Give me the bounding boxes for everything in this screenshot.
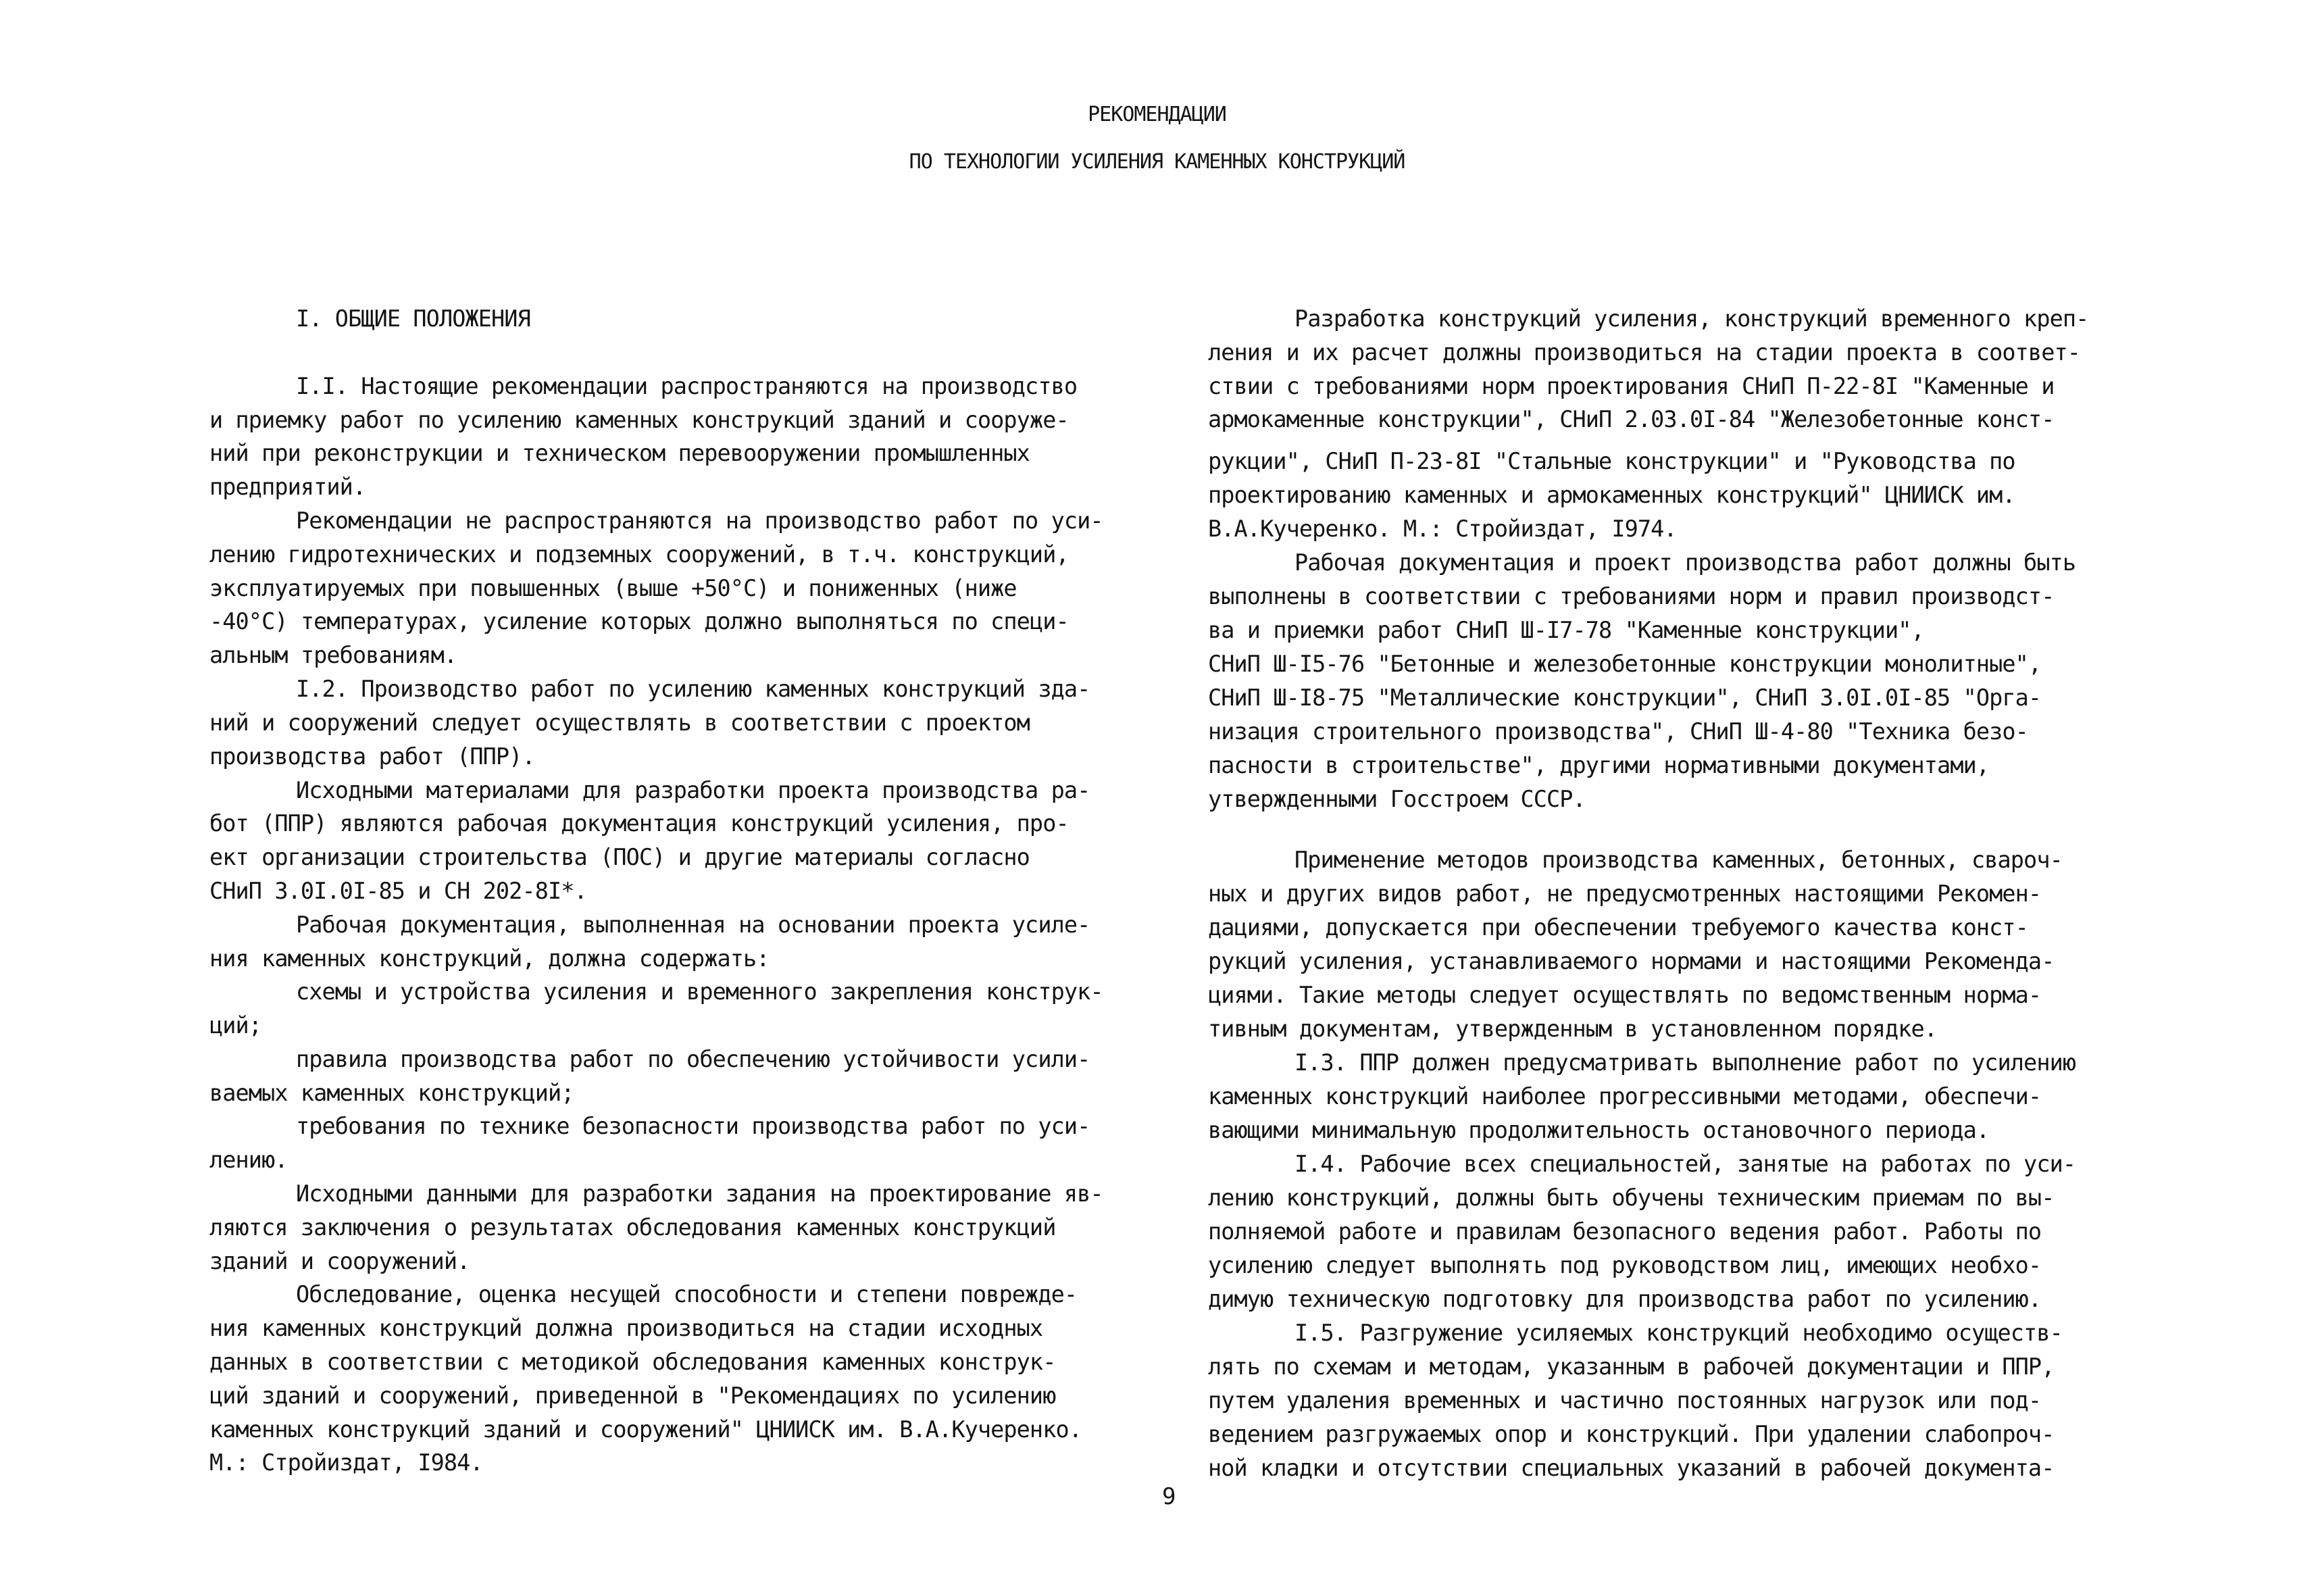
text-line: тивным документам, утвержденным в установленном порядке. bbox=[1208, 1016, 1938, 1042]
text-line: ведением разгружаемых опор и конструкций. При удалении слабопроч- bbox=[1208, 1421, 2055, 1447]
document-title-line-1: РЕКОМЕНДАЦИИ bbox=[1088, 103, 1226, 126]
text-line: эксплуатируемых при повышенных (выше +50°С) и пониженных (ниже bbox=[209, 575, 1017, 601]
text-line: ной кладки и отсутствии специальных указаний в рабочей документа- bbox=[1208, 1455, 2055, 1481]
text-line: усилению следует выполнять под руководством лиц, имеющих необхо- bbox=[1208, 1252, 2042, 1278]
text-line: ний при реконструкции и техническом перевооружении промышленных bbox=[209, 440, 1030, 466]
text-line: правила производства работ по обеспечению устойчивости усили- bbox=[296, 1046, 1090, 1072]
text-line: рукции", СНиП П-23-8I "Стальные конструкции" и "Руководства по bbox=[1208, 448, 2015, 474]
text-line: бот (ППР) являются рабочая документация конструкций усиления, про- bbox=[209, 810, 1069, 837]
text-line: ния каменных конструкций должна производиться на стадии исходных bbox=[209, 1315, 1043, 1341]
text-line: дациями, допускается при обеспечении требуемого качества конст- bbox=[1208, 914, 2028, 941]
page-number: 9 bbox=[1162, 1483, 1176, 1510]
text-line: каменных конструкций зданий и сооружений" ЦНИИСК им. В.А.Кучеренко. bbox=[209, 1416, 1082, 1443]
text-line: утвержденными Госстроем СССР. bbox=[1208, 786, 1586, 812]
text-line: требования по технике безопасности производства работ по уси- bbox=[296, 1113, 1090, 1139]
text-line: Обследование, оценка несущей способности и степени поврежде- bbox=[296, 1281, 1078, 1307]
text-line: ва и приемки работ СНиП Ш-I7-78 "Каменные конструкции", bbox=[1208, 617, 1924, 643]
text-line: ний и сооружений следует осуществлять в соответствии с проектом bbox=[209, 709, 1030, 736]
text-line: предприятий. bbox=[209, 474, 366, 500]
text-line: Рабочая документация, выполненная на основании проекта усиле- bbox=[296, 912, 1090, 938]
text-line: ния каменных конструкций, должна содержать: bbox=[209, 945, 770, 972]
text-line: каменных конструкций наиболее прогрессивными методами, обеспечи- bbox=[1208, 1083, 2042, 1109]
text-line: данных в соответствии с методикой обследования каменных конструк- bbox=[209, 1349, 1056, 1375]
text-line: производства работ (ППР). bbox=[209, 743, 535, 770]
text-line: Рабочая документация и проект производства работ должны быть bbox=[1294, 549, 2076, 576]
text-line: армокаменные конструкции", СНиП 2.03.0I-84 "Железобетонные конст- bbox=[1208, 406, 2055, 432]
text-line: ляются заключения о результатах обследования каменных конструкций bbox=[209, 1214, 1056, 1241]
text-line: вающими минимальную продолжительность остановочного периода. bbox=[1208, 1117, 1990, 1143]
text-line: пасности в строительстве", другими нормативными документами, bbox=[1208, 752, 1990, 778]
text-line: Исходными данными для разработки задания на проектирование яв- bbox=[296, 1180, 1103, 1207]
text-line: схемы и устройства усиления и временного закрепления конструк- bbox=[296, 978, 1103, 1005]
text-line: ных и других видов работ, не предусмотренных настоящими Рекомен- bbox=[1208, 880, 2042, 907]
text-line: -40°С) температурах, усиление которых должно выполняться по специ- bbox=[209, 608, 1069, 634]
text-line: проектированию каменных и армокаменных конструкций" ЦНИИСК им. bbox=[1208, 482, 2015, 508]
text-line: Применение методов производства каменных, бетонных, свароч- bbox=[1294, 847, 2063, 873]
text-line: I. ОБЩИЕ ПОЛОЖЕНИЯ bbox=[296, 305, 530, 332]
text-line: ект организации строительства (ПОС) и другие материалы согласно bbox=[209, 844, 1030, 870]
text-line: зданий и сооружений. bbox=[209, 1248, 470, 1274]
text-line: I.4. Рабочие всех специальностей, занятые на работах по уси- bbox=[1294, 1151, 2076, 1177]
text-line: Исходными материалами для разработки проекта производства ра- bbox=[296, 777, 1090, 803]
text-line: димую техническую подготовку для производства работ по усилению. bbox=[1208, 1286, 2042, 1312]
text-line: путем удаления временных и частично постоянных нагрузок или под- bbox=[1208, 1387, 2042, 1414]
text-line: I.5. Разгружение усиляемых конструкций необходимо осуществ- bbox=[1294, 1320, 2063, 1346]
text-line: и приемку работ по усилению каменных конструкций зданий и сооруже- bbox=[209, 407, 1069, 433]
text-line: I.I. Настоящие рекомендации распространяются на производство bbox=[296, 373, 1078, 399]
text-line: низация строительного производства", СНиП Ш-4-80 "Техника безо- bbox=[1208, 718, 2028, 745]
text-line: ления и их расчет должны производиться на стадии проекта в соответ- bbox=[1208, 339, 2081, 366]
text-line: В.А.Кучеренко. М.: Стройиздат, I974. bbox=[1208, 516, 1677, 542]
text-line: СНиП 3.0I.0I-85 и СН 202-8I*. bbox=[209, 878, 587, 904]
text-line: выполнены в соответствии с требованиями норм и правил производст- bbox=[1208, 583, 2055, 609]
text-line: ствии с требованиями норм проектирования СНиП П-22-8I "Каменные и bbox=[1208, 373, 2055, 399]
text-line: I.2. Производство работ по усилению каменных конструкций зда- bbox=[296, 676, 1090, 702]
text-line: циями. Такие методы следует осуществлять по ведомственным норма- bbox=[1208, 982, 2042, 1008]
text-line: лению конструкций, должны быть обучены техническим приемам по вы- bbox=[1208, 1184, 2055, 1211]
text-line: Разработка конструкций усиления, конструкций временного креп- bbox=[1294, 305, 2089, 332]
text-line: ций зданий и сооружений, приведенной в "Рекомендациях по усилению bbox=[209, 1382, 1056, 1409]
text-line: Рекомендации не распространяются на производство работ по уси- bbox=[296, 507, 1103, 534]
text-line: рукций усиления, устанавливаемого нормами и настоящими Рекоменда- bbox=[1208, 948, 2055, 974]
text-line: лять по схемам и методам, указанным в рабочей документации и ППР, bbox=[1208, 1353, 2055, 1380]
text-line: лению гидротехнических и подземных сооружений, в т.ч. конструкций, bbox=[209, 541, 1069, 568]
text-line: лению. bbox=[209, 1147, 288, 1173]
text-line: альным требованиям. bbox=[209, 642, 457, 668]
document-title-line-2: ПО ТЕХНОЛОГИИ УСИЛЕНИЯ КАМЕННЫХ КОНСТРУКЦИЙ bbox=[909, 150, 1405, 174]
text-line: I.3. ППР должен предусматривать выполнение работ по усилению bbox=[1294, 1049, 2076, 1076]
text-line: ваемых каменных конструкций; bbox=[209, 1080, 574, 1106]
text-line: СНиП Ш-I5-76 "Бетонные и железобетонные конструкции монолитные", bbox=[1208, 651, 2042, 677]
text-line: ций; bbox=[209, 1012, 262, 1039]
text-line: полняемой работе и правилам безопасного ведения работ. Работы по bbox=[1208, 1218, 2042, 1245]
text-line: СНиП Ш-I8-75 "Металлические конструкции", СНиП 3.0I.0I-85 "Орга- bbox=[1208, 684, 2042, 711]
text-line: М.: Стройиздат, I984. bbox=[209, 1449, 483, 1476]
